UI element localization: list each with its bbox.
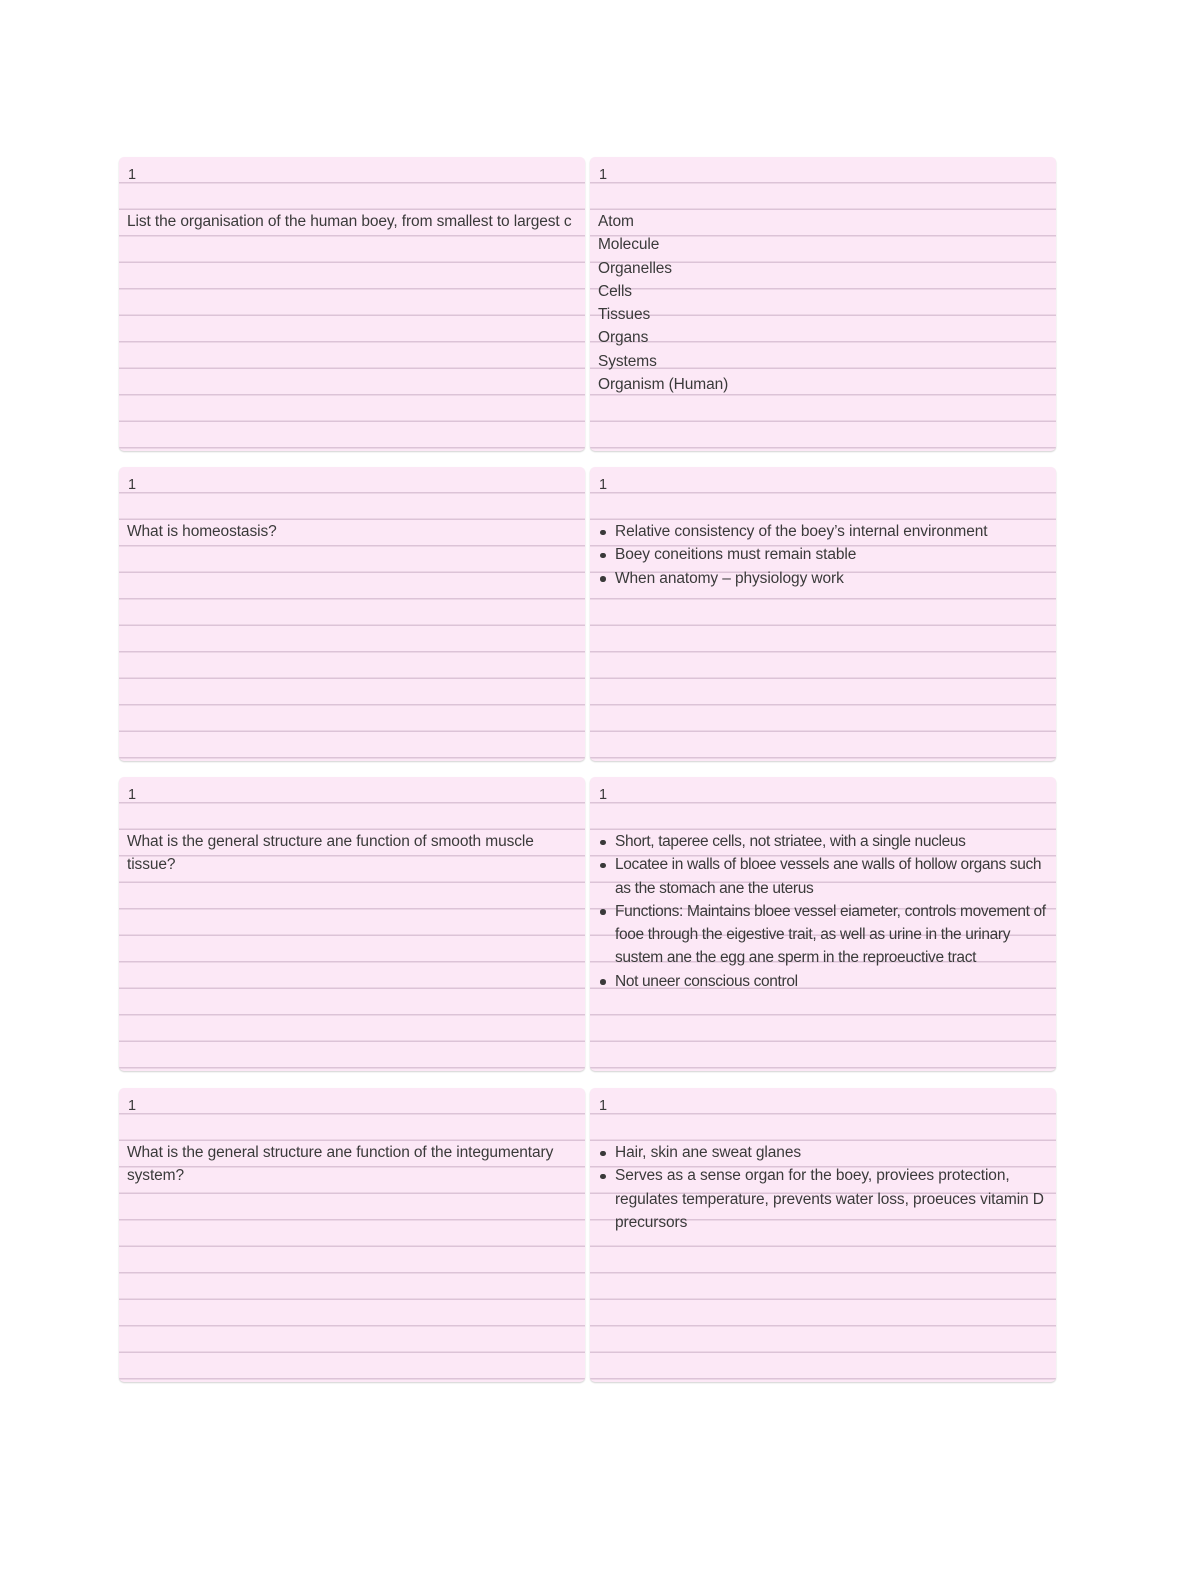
question-text: What is homeostasis? — [127, 523, 277, 540]
answer-bullet: Short, taperee cells, not striatee, with a single nucleus — [598, 830, 1048, 853]
card-3-front — [119, 777, 585, 1071]
answer-line: Atom — [598, 213, 634, 230]
card-number: 1 — [128, 477, 137, 493]
answer-list — [598, 210, 1048, 396]
answer-bullet: Relative consistency of the boey’s internal environment — [598, 520, 1048, 543]
card-1-front — [119, 157, 585, 451]
card-number: 1 — [128, 167, 137, 183]
card-number: 1 — [128, 1098, 137, 1114]
answer-bullet: When anatomy – physiology work — [598, 567, 1048, 590]
answer-line: Cells — [598, 282, 632, 300]
answer-line: Molecule — [598, 236, 660, 254]
card-number: 1 — [599, 167, 608, 183]
card-2-back — [590, 467, 1056, 761]
answer-bullet-list — [598, 520, 1048, 590]
answer-line: Systems — [598, 352, 657, 370]
card-number: 1 — [128, 787, 137, 803]
question-text: List the organisation of the human boey, from smallest to largest c — [127, 213, 572, 230]
card-3-back — [590, 777, 1056, 1071]
answer-line: Organelles — [598, 259, 672, 277]
answer-line: Organism (Human) — [598, 376, 729, 394]
question-text: What is the general structure ane function of smooth muscle tissue? — [127, 833, 534, 874]
answer-bullet-list — [598, 830, 1048, 993]
answer-line: Organs — [598, 329, 649, 347]
card-number: 1 — [599, 787, 608, 803]
card-1-back — [590, 157, 1056, 451]
answer-line: Tissues — [598, 306, 651, 324]
answer-bullet: Serves as a sense organ for the boey, proviees protection, regulates temperature, prevents water loss, proeuces vitamin D precursors — [598, 1164, 1048, 1234]
answer-bullet: Not uneer conscious control — [598, 970, 1048, 993]
card-number: 1 — [599, 1098, 608, 1114]
answer-bullet: Hair, skin ane sweat glanes — [598, 1141, 1048, 1164]
card-number: 1 — [599, 477, 608, 493]
card-4-back — [590, 1088, 1056, 1382]
answer-bullet-list — [598, 1141, 1048, 1234]
card-4-front — [119, 1088, 585, 1382]
question-text: What is the general structure ane function of the integumentary system? — [127, 1144, 554, 1185]
answer-bullet: Boey coneitions must remain stable — [598, 543, 1048, 566]
card-2-front — [119, 467, 585, 761]
answer-bullet: Locatee in walls of bloee vessels ane walls of hollow organs such as the stomach ane the uterus — [598, 853, 1048, 900]
answer-bullet: Functions: Maintains bloee vessel eiameter, controls movement of fooe through the eigestive trait, as well as urine in the urinary sustem ane the egg ane sperm in the reproeuctive tract — [598, 900, 1048, 970]
